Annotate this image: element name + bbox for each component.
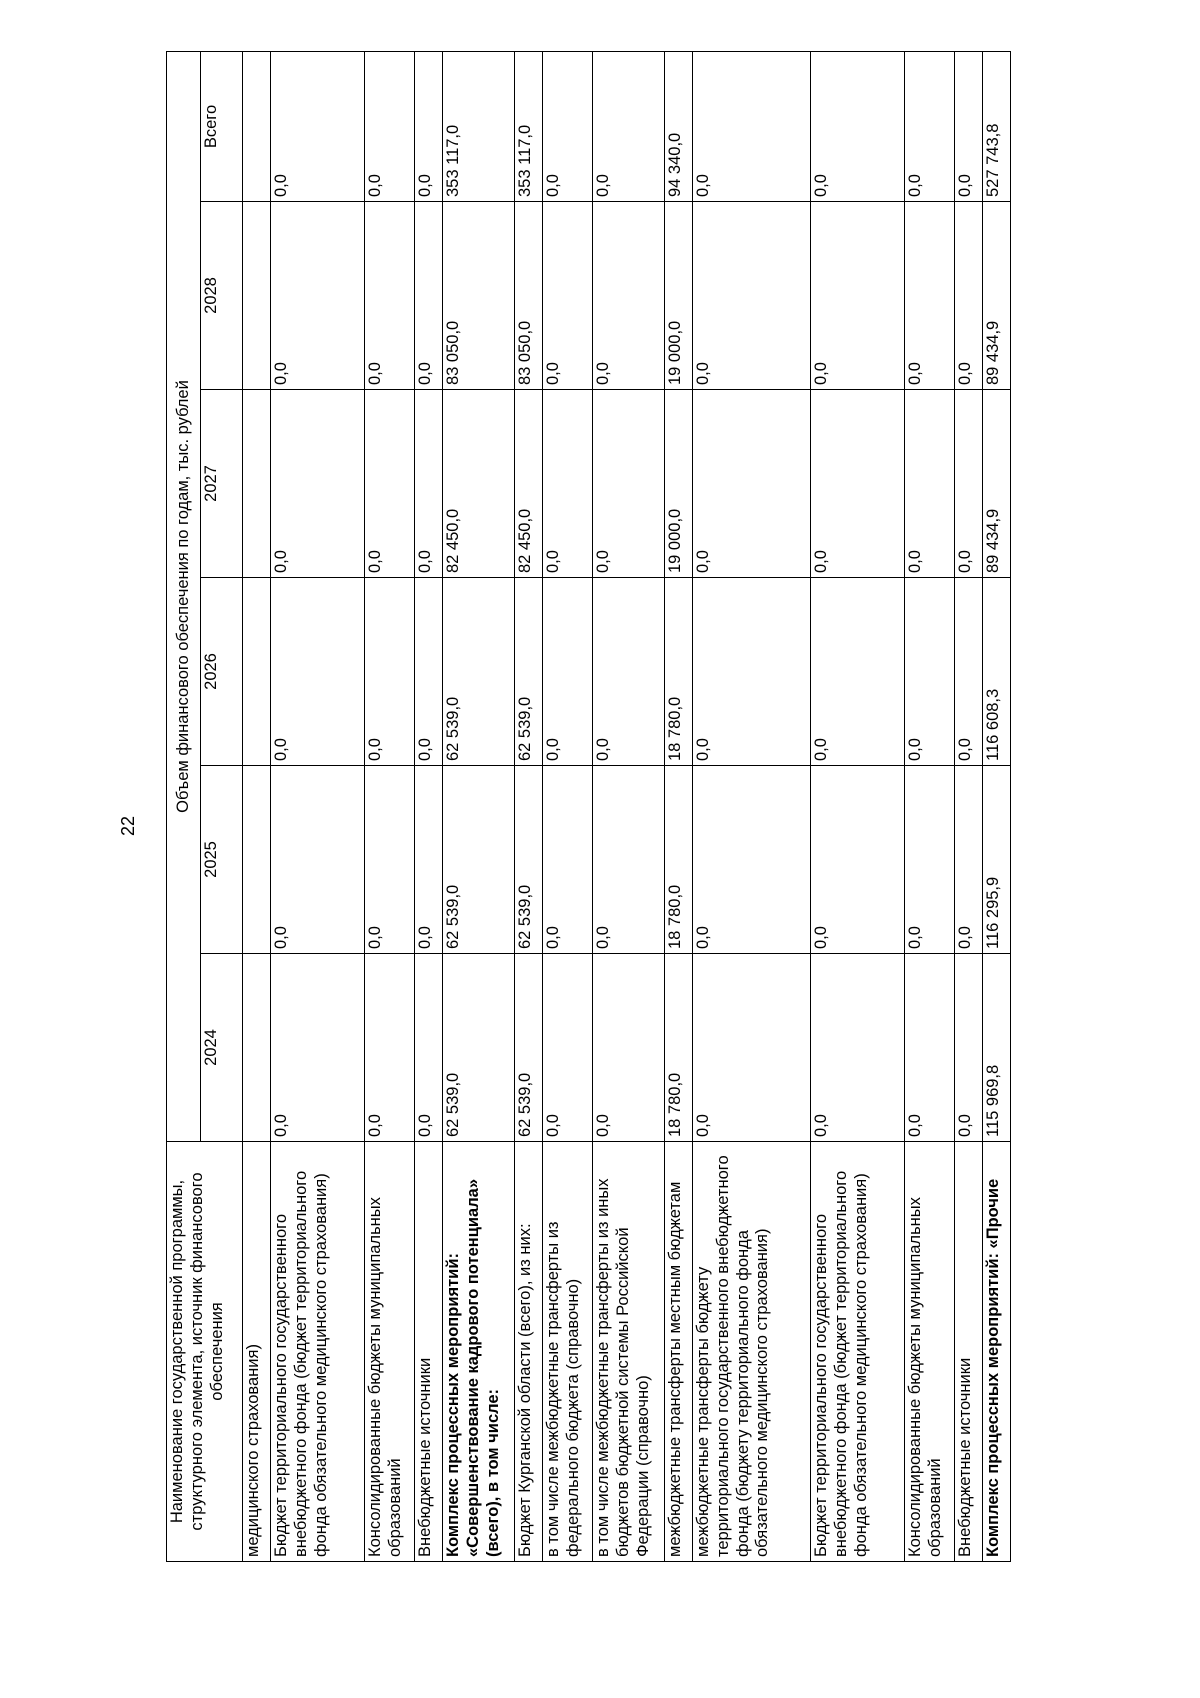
value-cell: 0,0	[415, 578, 443, 766]
value-cell: 62 539,0	[515, 766, 543, 954]
header-year: 2026	[201, 578, 243, 766]
value-cell: 82 450,0	[515, 390, 543, 578]
value-cell	[243, 578, 271, 766]
value-cell: 0,0	[593, 202, 665, 390]
value-cell: 0,0	[905, 51, 955, 201]
value-cell: 0,0	[811, 766, 905, 954]
funding-table	[166, 51, 1011, 1562]
row-label: Комплекс процессных мероприятий: «Совершенствование кадрового потенциала» (всего), в том числе:	[443, 1142, 515, 1562]
table-row	[811, 51, 905, 1561]
header-funding-group: Объем финансового обеспечения по годам, тыс. рублей	[167, 51, 201, 1141]
value-cell: 0,0	[365, 766, 415, 954]
value-cell: 18 780,0	[665, 954, 693, 1142]
value-cell: 0,0	[365, 954, 415, 1142]
value-cell: 62 539,0	[515, 954, 543, 1142]
value-cell: 0,0	[543, 766, 593, 954]
value-cell: 0,0	[905, 766, 955, 954]
value-cell: 116 608,3	[983, 578, 1011, 766]
value-cell: 0,0	[543, 954, 593, 1142]
header-year: 2025	[201, 766, 243, 954]
value-cell: 0,0	[543, 51, 593, 201]
value-cell: 0,0	[271, 202, 365, 390]
value-cell	[243, 51, 271, 201]
value-cell: 0,0	[811, 51, 905, 201]
value-cell: 0,0	[693, 954, 811, 1142]
row-label: межбюджетные трансферты местным бюджетам	[665, 1142, 693, 1562]
value-cell: 18 780,0	[665, 766, 693, 954]
value-cell	[243, 954, 271, 1142]
table-row	[543, 51, 593, 1561]
rotated-table-container	[166, 52, 1086, 1562]
value-cell: 0,0	[365, 202, 415, 390]
value-cell	[243, 390, 271, 578]
value-cell: 82 450,0	[443, 390, 515, 578]
row-label: в том числе межбюджетные трансферты из иных бюджетов бюджетной системы Российской Федерации (справочно)	[593, 1142, 665, 1562]
value-cell: 0,0	[955, 390, 983, 578]
value-cell: 94 340,0	[665, 51, 693, 201]
value-cell: 0,0	[593, 578, 665, 766]
value-cell: 0,0	[271, 51, 365, 201]
table-row	[593, 51, 665, 1561]
value-cell: 353 117,0	[515, 51, 543, 201]
table-row	[905, 51, 955, 1561]
header-name-column: Наименование государственной программы, структурного элемента, источник финансового обеспечения	[167, 1142, 243, 1562]
value-cell: 0,0	[905, 578, 955, 766]
table-row	[955, 51, 983, 1561]
value-cell: 0,0	[593, 954, 665, 1142]
table-row	[271, 51, 365, 1561]
header-year: 2028	[201, 202, 243, 390]
value-cell: 0,0	[955, 202, 983, 390]
value-cell: 0,0	[955, 954, 983, 1142]
value-cell: 18 780,0	[665, 578, 693, 766]
value-cell: 0,0	[955, 766, 983, 954]
table-row	[243, 51, 271, 1561]
value-cell: 353 117,0	[443, 51, 515, 201]
row-label: Бюджет территориального государственного внебюджетного фонда (бюджет территориального фонда обязательного медицинского страхования)	[271, 1142, 365, 1562]
table-row	[693, 51, 811, 1561]
value-cell: 62 539,0	[515, 578, 543, 766]
value-cell: 0,0	[365, 51, 415, 201]
value-cell: 0,0	[593, 766, 665, 954]
table-row	[443, 51, 515, 1561]
value-cell: 0,0	[905, 390, 955, 578]
table-body	[243, 51, 1011, 1561]
value-cell	[243, 766, 271, 954]
value-cell	[243, 202, 271, 390]
value-cell: 0,0	[811, 390, 905, 578]
value-cell: 0,0	[593, 390, 665, 578]
value-cell: 0,0	[365, 390, 415, 578]
value-cell: 62 539,0	[443, 954, 515, 1142]
table-row	[415, 51, 443, 1561]
row-label: в том числе межбюджетные трансферты из федерального бюджета (справочно)	[543, 1142, 593, 1562]
value-cell: 0,0	[811, 954, 905, 1142]
value-cell: 0,0	[693, 390, 811, 578]
value-cell: 19 000,0	[665, 390, 693, 578]
value-cell: 0,0	[543, 578, 593, 766]
table-row	[665, 51, 693, 1561]
value-cell: 0,0	[271, 578, 365, 766]
value-cell: 19 000,0	[665, 202, 693, 390]
value-cell: 62 539,0	[443, 766, 515, 954]
value-cell: 0,0	[415, 51, 443, 201]
value-cell: 0,0	[693, 51, 811, 201]
row-label: Бюджет Курганской области (всего), из них:	[515, 1142, 543, 1562]
value-cell: 0,0	[693, 202, 811, 390]
header-year: Всего	[201, 51, 243, 201]
value-cell: 83 050,0	[515, 202, 543, 390]
row-label: Консолидированные бюджеты муниципальных образований	[905, 1142, 955, 1562]
value-cell: 0,0	[271, 954, 365, 1142]
row-label: Комплекс процессных мероприятий: «Прочие	[983, 1142, 1011, 1562]
table-row	[983, 51, 1011, 1561]
value-cell: 527 743,8	[983, 51, 1011, 201]
value-cell: 0,0	[693, 578, 811, 766]
value-cell: 62 539,0	[443, 578, 515, 766]
value-cell: 0,0	[905, 954, 955, 1142]
value-cell: 0,0	[693, 766, 811, 954]
row-label: Внебюджетные источники	[955, 1142, 983, 1562]
header-year: 2024	[201, 954, 243, 1142]
table-row	[365, 51, 415, 1561]
table-row	[515, 51, 543, 1561]
value-cell: 0,0	[811, 578, 905, 766]
value-cell: 0,0	[811, 202, 905, 390]
value-cell: 115 969,8	[983, 954, 1011, 1142]
value-cell: 0,0	[543, 202, 593, 390]
value-cell: 83 050,0	[443, 202, 515, 390]
value-cell: 89 434,9	[983, 390, 1011, 578]
value-cell: 0,0	[271, 766, 365, 954]
row-label: межбюджетные трансферты бюджету территориального государственного внебюджетного фонда (бюджету территориального фонда обязательного медицинского страхования)	[693, 1142, 811, 1562]
value-cell: 89 434,9	[983, 202, 1011, 390]
value-cell: 0,0	[415, 390, 443, 578]
row-label: Бюджет территориального государственного внебюджетного фонда (бюджет территориального фонда обязательного медицинского страхования)	[811, 1142, 905, 1562]
value-cell: 0,0	[415, 202, 443, 390]
value-cell: 116 295,9	[983, 766, 1011, 954]
value-cell: 0,0	[905, 202, 955, 390]
header-row-1	[167, 51, 201, 1561]
value-cell: 0,0	[415, 954, 443, 1142]
value-cell: 0,0	[955, 578, 983, 766]
row-label: Консолидированные бюджеты муниципальных образований	[365, 1142, 415, 1562]
value-cell: 0,0	[593, 51, 665, 201]
value-cell: 0,0	[271, 390, 365, 578]
value-cell: 0,0	[955, 51, 983, 201]
row-label: Внебюджетные источники	[415, 1142, 443, 1562]
header-year: 2027	[201, 390, 243, 578]
row-label: медицинского страхования)	[243, 1142, 271, 1562]
value-cell: 0,0	[415, 766, 443, 954]
value-cell: 0,0	[543, 390, 593, 578]
value-cell: 0,0	[365, 578, 415, 766]
page-number: 22	[118, 815, 138, 836]
